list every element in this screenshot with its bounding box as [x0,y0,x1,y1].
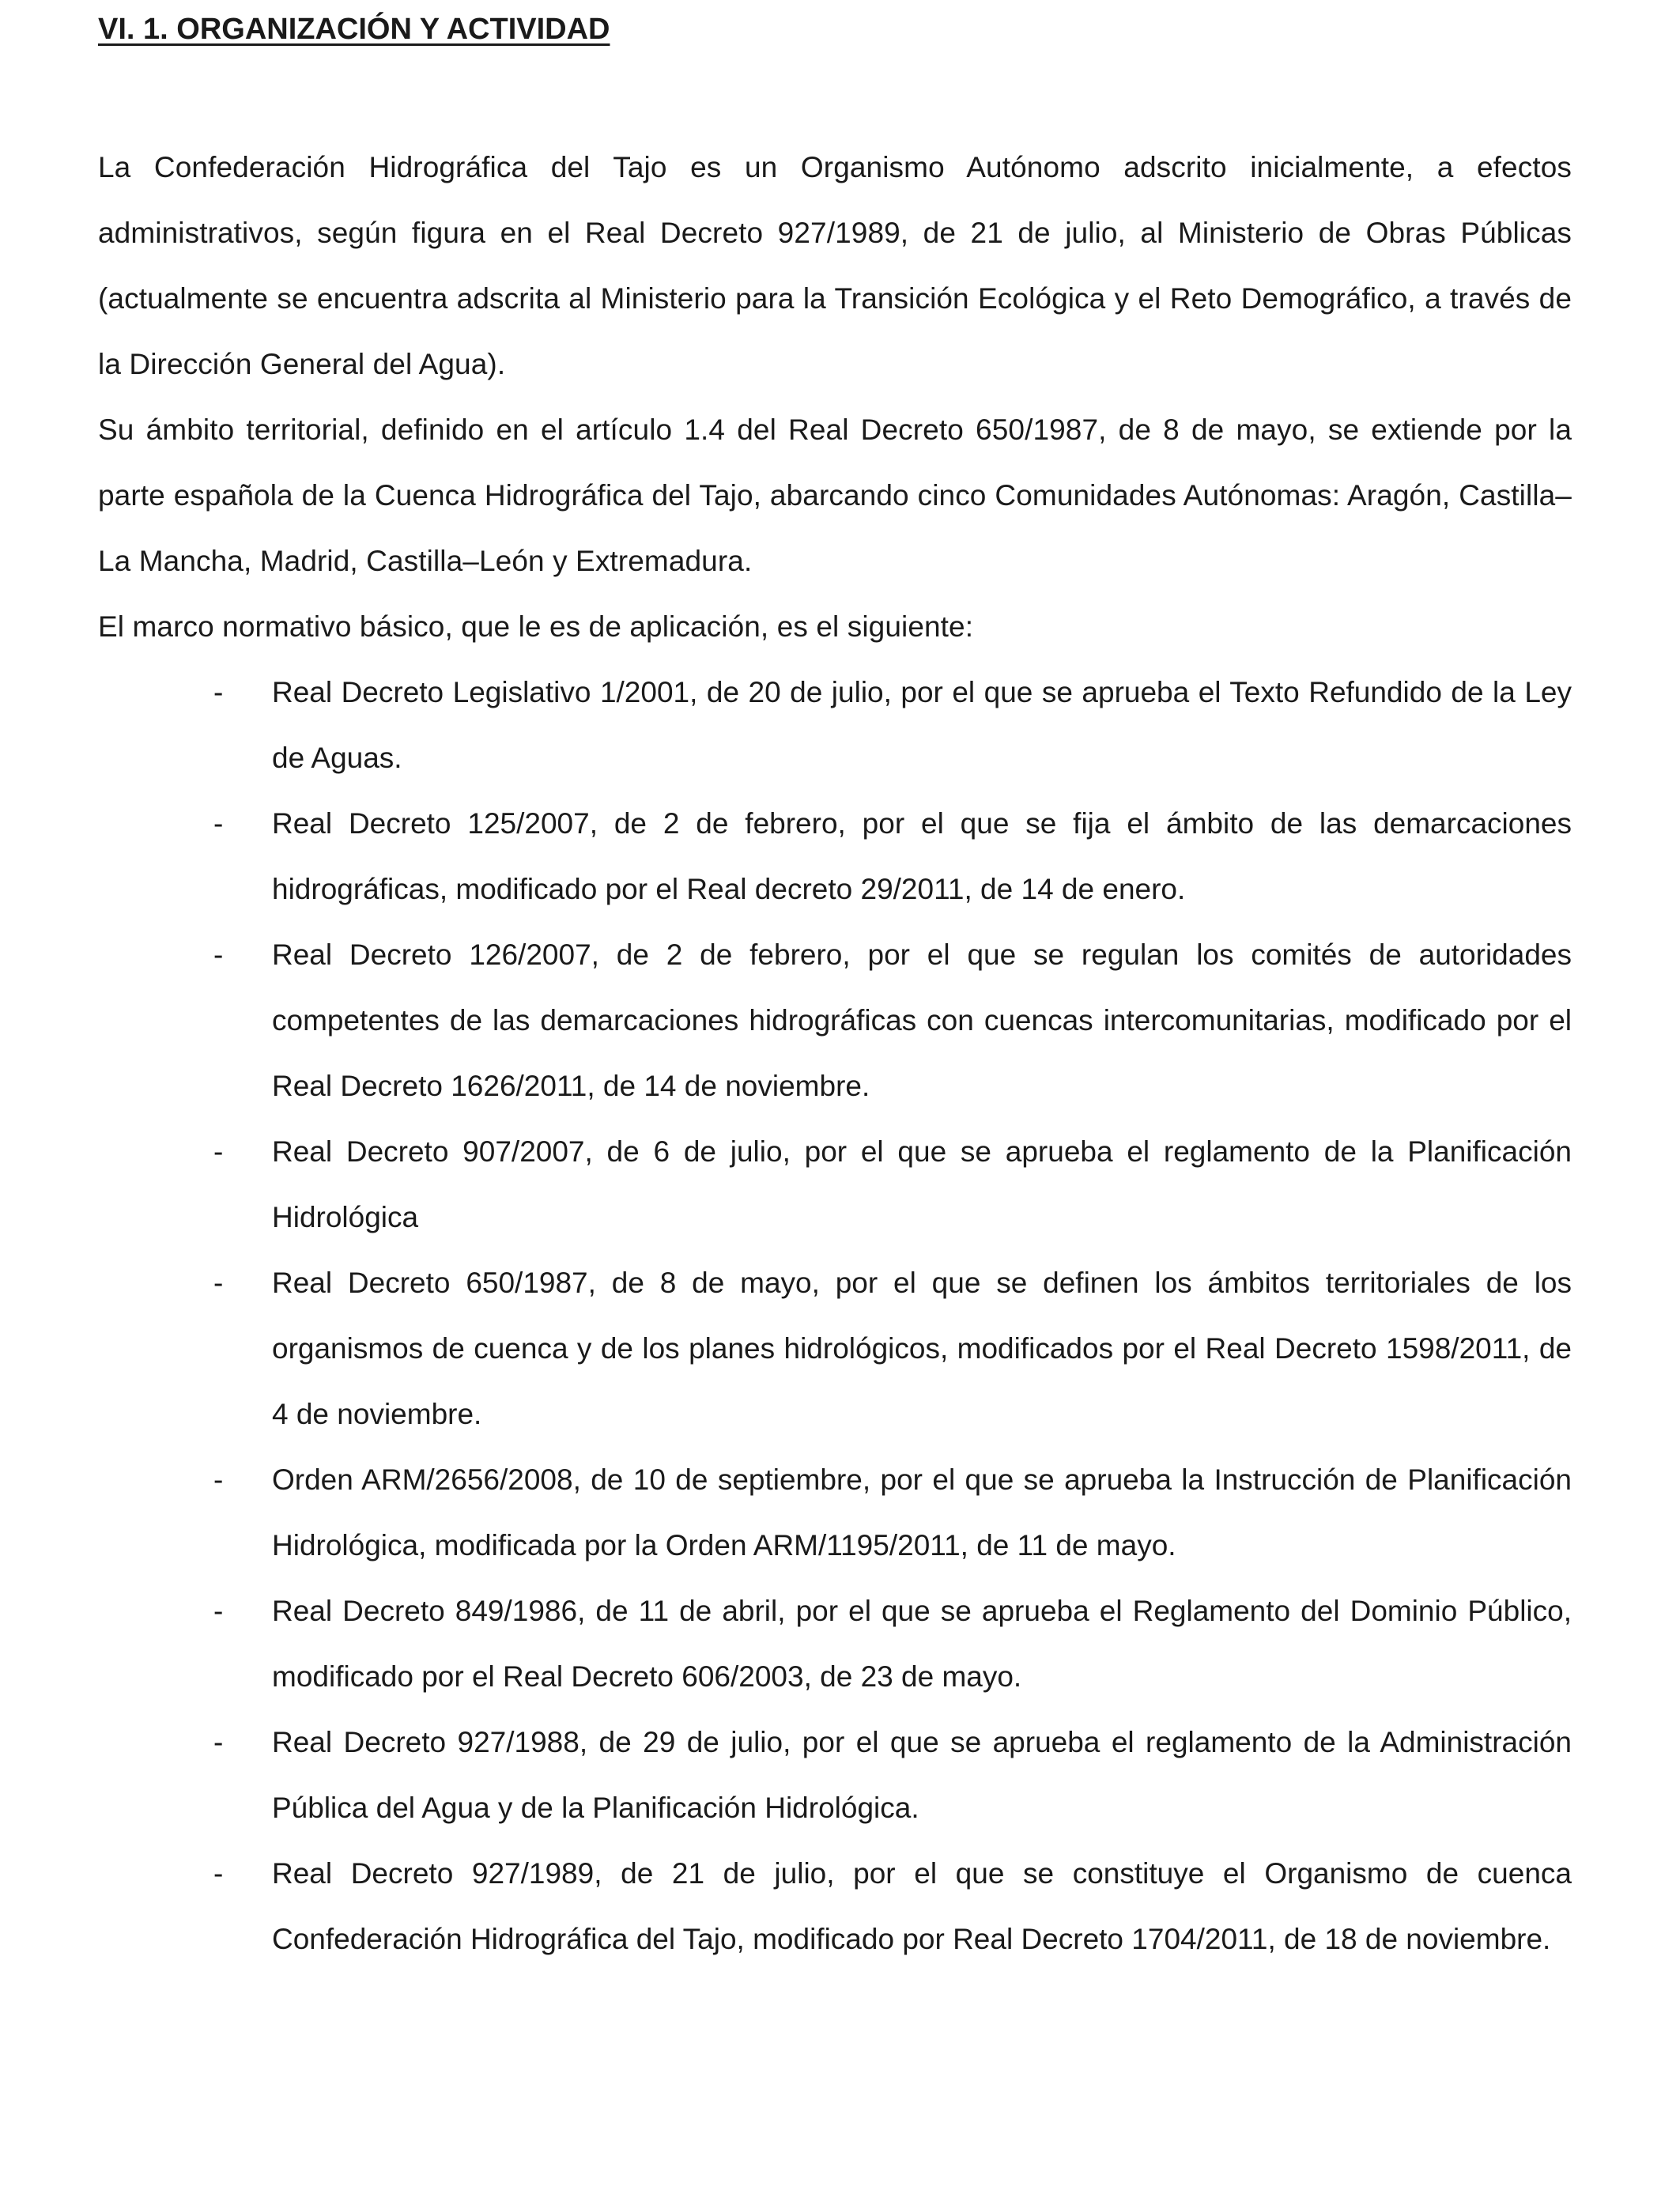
list-item [98,1709,1572,1841]
list-item-text: Real Decreto 927/1988, de 29 de julio, por el que se aprueba el reglamento de la Administración Pública del Agua y de la Planificación Hidrológica. [272,1726,1572,1824]
normativa-list [98,659,1572,1972]
list-dash: - [213,1463,224,1496]
list-item [98,1578,1572,1709]
paragraph-ambito-territorial: Su ámbito territorial, definido en el artículo 1.4 del Real Decreto 650/1987, de 8 de mayo, se extiende por la parte española de la Cuenca Hidrográfica del Tajo, abarcando cinco Comunidades Autónomas: Aragón, Castilla–La Mancha, Madrid, Castilla–León y Extremadura. [98,413,1572,577]
list-dash: - [213,676,224,708]
list-item-text: Real Decreto Legislativo 1/2001, de 20 de julio, por el que se aprueba el Texto Refundido de la Ley de Aguas. [272,676,1572,774]
document-body [98,134,1572,1972]
list-item-text: Real Decreto 126/2007, de 2 de febrero, por el que se regulan los comités de autoridades competentes de las demarcaciones hidrográficas con cuencas intercomunitarias, modificado por el Real Decreto 1626/2011, de 14 de noviembre. [272,938,1572,1102]
list-dash: - [213,1857,224,1890]
section-heading: VI. 1. ORGANIZACIÓN Y ACTIVIDAD [98,13,610,46]
list-dash: - [213,1135,224,1168]
list-dash: - [213,1595,224,1627]
list-dash: - [213,938,224,971]
list-dash: - [213,807,224,840]
list-item-text: Real Decreto 849/1986, de 11 de abril, por el que se aprueba el Reglamento del Dominio Público, modificado por el Real Decreto 606/2003, de 23 de mayo. [272,1595,1572,1693]
list-item [98,1841,1572,1972]
list-item-text: Real Decreto 927/1989, de 21 de julio, por el que se constituye el Organismo de cuenca Confederación Hidrográfica del Tajo, modificado por Real Decreto 1704/2011, de 18 de noviembre. [272,1857,1572,1955]
list-item [98,1250,1572,1447]
list-dash: - [213,1267,224,1299]
list-item [98,1447,1572,1578]
paragraph-marco-normativo: El marco normativo básico, que le es de aplicación, es el siguiente: [98,610,974,643]
list-dash: - [213,1726,224,1758]
list-item [98,922,1572,1119]
paragraph-organismo: La Confederación Hidrográfica del Tajo es un Organismo Autónomo adscrito inicialmente, a efectos administrativos, según figura en el Real Decreto 927/1989, de 21 de julio, al Ministerio de Obras Públicas (actualmente se encuentra adscrita al Ministerio para la Transición Ecológica y el Reto Demográfico, a través de la Dirección General del Agua). [98,151,1572,380]
list-item [98,791,1572,922]
list-item [98,1119,1572,1250]
list-item [98,659,1572,791]
list-item-text: Real Decreto 125/2007, de 2 de febrero, por el que se fija el ámbito de las demarcaciones hidrográficas, modificado por el Real decreto 29/2011, de 14 de enero. [272,807,1572,905]
list-item-text: Real Decreto 907/2007, de 6 de julio, por el que se aprueba el reglamento de la Planificación Hidrológica [272,1135,1572,1233]
list-item-text: Real Decreto 650/1987, de 8 de mayo, por el que se definen los ámbitos territoriales de los organismos de cuenca y de los planes hidrológicos, modificados por el Real Decreto 1598/2011, de 4 de noviembre. [272,1267,1572,1430]
list-item-text: Orden ARM/2656/2008, de 10 de septiembre, por el que se aprueba la Instrucción de Planificación Hidrológica, modificada por la Orden ARM/1195/2011, de 11 de mayo. [272,1463,1572,1561]
